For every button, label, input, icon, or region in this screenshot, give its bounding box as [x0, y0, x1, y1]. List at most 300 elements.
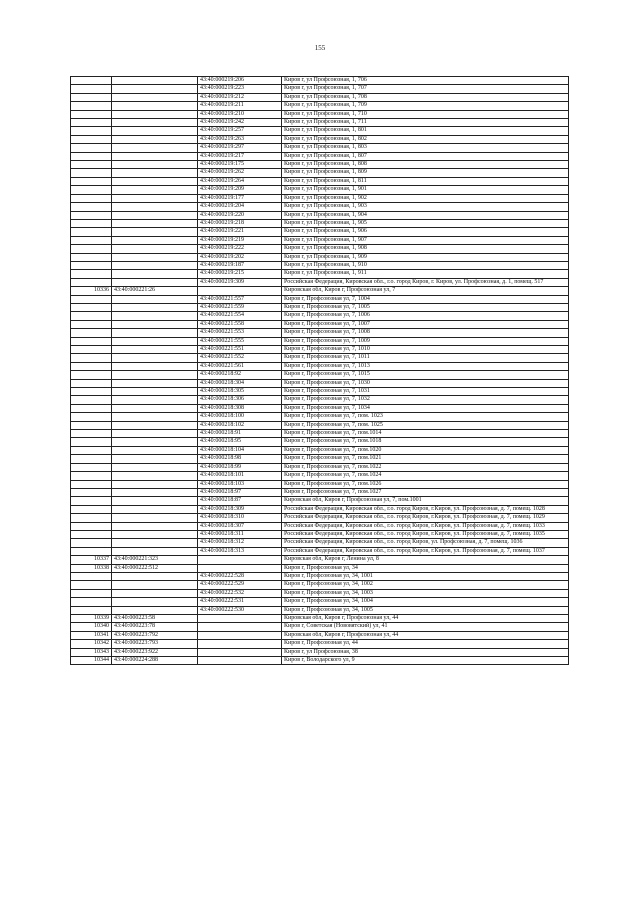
main-cadastral-number-cell — [112, 236, 198, 244]
row-number-cell: 10342 — [71, 640, 112, 648]
sub-cadastral-number-cell: 43:40:000218:101 — [198, 472, 282, 480]
sub-cadastral-number-cell: 43:40:000219:257 — [198, 127, 282, 135]
sub-cadastral-number-cell — [198, 631, 282, 639]
main-cadastral-number-cell: 43:40:000223:58 — [112, 615, 198, 623]
table-row — [71, 295, 569, 303]
sub-cadastral-number-cell: 43:40:000218:304 — [198, 379, 282, 387]
main-cadastral-number-cell — [112, 152, 198, 160]
sub-cadastral-number-cell: 43:40:000219:177 — [198, 194, 282, 202]
main-cadastral-number-cell — [112, 539, 198, 547]
row-number-cell — [71, 505, 112, 513]
address-cell: Киров г, Профсоюзная ул, 7, 1031 — [282, 388, 569, 396]
main-cadastral-number-cell — [112, 177, 198, 185]
main-cadastral-number-cell: 43:40:000223:78 — [112, 623, 198, 631]
table-row — [71, 261, 569, 269]
table-body — [71, 77, 569, 665]
sub-cadastral-number-cell: 43:40:000219:204 — [198, 203, 282, 211]
table-row — [71, 312, 569, 320]
sub-cadastral-number-cell: 43:40:000222:528 — [198, 572, 282, 580]
main-cadastral-number-cell — [112, 463, 198, 471]
main-cadastral-number-cell — [112, 472, 198, 480]
main-cadastral-number-cell — [112, 219, 198, 227]
table-row — [71, 598, 569, 606]
sub-cadastral-number-cell: 43:40:000221:561 — [198, 362, 282, 370]
table-row — [71, 631, 569, 639]
sub-cadastral-number-cell: 43:40:000219:215 — [198, 270, 282, 278]
table-row — [71, 581, 569, 589]
table-row — [71, 93, 569, 101]
row-number-cell — [71, 354, 112, 362]
address-cell: Киров г, ул Профсоюзная, 1, 910 — [282, 261, 569, 269]
table-row — [71, 430, 569, 438]
sub-cadastral-number-cell: 43:40:000221:553 — [198, 329, 282, 337]
address-cell: Киров г, ул Профсоюзная, 1, 905 — [282, 219, 569, 227]
sub-cadastral-number-cell: 43:40:000218:313 — [198, 547, 282, 555]
main-cadastral-number-cell: 43:40:000223:922 — [112, 648, 198, 656]
sub-cadastral-number-cell: 43:40:000219:209 — [198, 186, 282, 194]
table-row — [71, 522, 569, 530]
address-cell: Киров г, ул Профсоюзная, 1, 902 — [282, 194, 569, 202]
sub-cadastral-number-cell: 43:40:000218:306 — [198, 396, 282, 404]
main-cadastral-number-cell — [112, 228, 198, 236]
address-cell: Киров г, Профсоюзная ул, 34, 1003 — [282, 589, 569, 597]
table-row — [71, 379, 569, 387]
address-cell: Киров г, Профсоюзная ул, 7, 1011 — [282, 354, 569, 362]
table-row — [71, 77, 569, 85]
main-cadastral-number-cell — [112, 505, 198, 513]
address-cell: Киров г, Профсоюзная ул, 7, 1004 — [282, 295, 569, 303]
main-cadastral-number-cell — [112, 127, 198, 135]
table-row — [71, 186, 569, 194]
main-cadastral-number-cell — [112, 93, 198, 101]
main-cadastral-number-cell — [112, 396, 198, 404]
sub-cadastral-number-cell — [198, 648, 282, 656]
main-cadastral-number-cell — [112, 337, 198, 345]
address-cell: Киров г, ул Профсоюзная, 1, 906 — [282, 228, 569, 236]
main-cadastral-number-cell: 43:40:000221:26 — [112, 287, 198, 295]
row-number-cell — [71, 488, 112, 496]
table-row — [71, 505, 569, 513]
table-row — [71, 203, 569, 211]
sub-cadastral-number-cell: 43:40:000221:559 — [198, 303, 282, 311]
address-cell: Киров г, Профсоюзная ул, 7, 1030 — [282, 379, 569, 387]
table-row — [71, 539, 569, 547]
table-row — [71, 127, 569, 135]
row-number-cell — [71, 606, 112, 614]
row-number-cell — [71, 480, 112, 488]
table-row — [71, 253, 569, 261]
main-cadastral-number-cell — [112, 169, 198, 177]
sub-cadastral-number-cell: 43:40:000219:263 — [198, 135, 282, 143]
table-row — [71, 177, 569, 185]
address-cell: Российская Федерация, Кировская обл., г.о. город Киров, г.Киров, ул. Профсоюзная, д. 7, помещ. 1037 — [282, 547, 569, 555]
main-cadastral-number-cell — [112, 144, 198, 152]
main-cadastral-number-cell — [112, 119, 198, 127]
address-cell: Киров г, ул Профсоюзная, 1, 711 — [282, 119, 569, 127]
table-row — [71, 219, 569, 227]
sub-cadastral-number-cell: 43:40:000218:97 — [198, 488, 282, 496]
sub-cadastral-number-cell — [198, 657, 282, 665]
main-cadastral-number-cell — [112, 404, 198, 412]
row-number-cell — [71, 472, 112, 480]
row-number-cell — [71, 539, 112, 547]
main-cadastral-number-cell: 43:40:000222:512 — [112, 564, 198, 572]
row-number-cell — [71, 152, 112, 160]
table-row — [71, 85, 569, 93]
sub-cadastral-number-cell: 43:40:000218:98 — [198, 455, 282, 463]
address-cell: Киров г, ул Профсоюзная, 1, 709 — [282, 102, 569, 110]
row-number-cell — [71, 295, 112, 303]
main-cadastral-number-cell: 43:40:000223:792 — [112, 631, 198, 639]
row-number-cell — [71, 278, 112, 286]
address-cell: Киров г, ул Профсоюзная, 1, 802 — [282, 135, 569, 143]
row-number-cell — [71, 110, 112, 118]
main-cadastral-number-cell — [112, 270, 198, 278]
sub-cadastral-number-cell: 43:40:000218:91 — [198, 430, 282, 438]
table-row — [71, 245, 569, 253]
table-row — [71, 371, 569, 379]
row-number-cell — [71, 211, 112, 219]
address-cell: Киров г, ул Профсоюзная, 38 — [282, 648, 569, 656]
main-cadastral-number-cell — [112, 278, 198, 286]
main-cadastral-number-cell — [112, 303, 198, 311]
table-row — [71, 589, 569, 597]
row-number-cell — [71, 261, 112, 269]
table-row — [71, 572, 569, 580]
main-cadastral-number-cell — [112, 253, 198, 261]
table-row — [71, 346, 569, 354]
address-cell: Киров г, Профсоюзная ул, 7, пом.1018 — [282, 438, 569, 446]
main-cadastral-number-cell: 43:40:000221:323 — [112, 556, 198, 564]
row-number-cell — [71, 438, 112, 446]
sub-cadastral-number-cell: 43:40:000218:92 — [198, 371, 282, 379]
table-row — [71, 438, 569, 446]
table-row — [71, 354, 569, 362]
address-cell: Киров г, ул Профсоюзная, 1, 706 — [282, 77, 569, 85]
row-number-cell: 10341 — [71, 631, 112, 639]
address-cell: Российская Федерация, Кировская обл., г.о. город Киров, г.Киров, ул. Профсоюзная, д. 7, помещ. 1033 — [282, 522, 569, 530]
sub-cadastral-number-cell: 43:40:000219:211 — [198, 102, 282, 110]
table-row — [71, 623, 569, 631]
row-number-cell — [71, 186, 112, 194]
address-cell: Кировская обл, Киров г, Профсоюзная ул, 7 — [282, 287, 569, 295]
table-row — [71, 169, 569, 177]
main-cadastral-number-cell: 43:40:000224:288 — [112, 657, 198, 665]
table-row — [71, 547, 569, 555]
sub-cadastral-number-cell: 43:40:000222:532 — [198, 589, 282, 597]
address-cell: Киров г, ул Профсоюзная, 1, 801 — [282, 127, 569, 135]
address-cell: Российская Федерация, Кировская обл., г.о. город Киров, ул. Профсоюзная, д. 7, помещ. 1036 — [282, 539, 569, 547]
sub-cadastral-number-cell — [198, 287, 282, 295]
address-cell: Киров г, Профсоюзная ул, 7, 1005 — [282, 303, 569, 311]
sub-cadastral-number-cell: 43:40:000219:220 — [198, 211, 282, 219]
table-row — [71, 236, 569, 244]
table-row — [71, 287, 569, 295]
table-row — [71, 421, 569, 429]
address-cell: Кировская обл, Киров г, Профсоюзная ул, 44 — [282, 615, 569, 623]
address-cell: Киров г, ул Профсоюзная, 1, 911 — [282, 270, 569, 278]
sub-cadastral-number-cell: 43:40:000218:102 — [198, 421, 282, 429]
table-row — [71, 514, 569, 522]
main-cadastral-number-cell — [112, 346, 198, 354]
sub-cadastral-number-cell: 43:40:000221:555 — [198, 337, 282, 345]
main-cadastral-number-cell — [112, 530, 198, 538]
table-row — [71, 455, 569, 463]
table-row — [71, 211, 569, 219]
address-cell: Киров г, ул Профсоюзная, 1, 811 — [282, 177, 569, 185]
sub-cadastral-number-cell: 43:40:000221:558 — [198, 320, 282, 328]
main-cadastral-number-cell — [112, 589, 198, 597]
address-cell: Киров г, ул Профсоюзная, 1, 909 — [282, 253, 569, 261]
sub-cadastral-number-cell: 43:40:000219:223 — [198, 85, 282, 93]
page-number: 155 — [314, 44, 326, 52]
main-cadastral-number-cell — [112, 455, 198, 463]
row-number-cell: 10338 — [71, 564, 112, 572]
main-cadastral-number-cell — [112, 446, 198, 454]
address-cell: Киров г, Профсоюзная ул, 34, 1002 — [282, 581, 569, 589]
sub-cadastral-number-cell: 43:40:000218:310 — [198, 514, 282, 522]
main-cadastral-number-cell — [112, 572, 198, 580]
address-cell: Кировская обл, Киров г, Ленина ул, 8 — [282, 556, 569, 564]
table-row — [71, 657, 569, 665]
main-cadastral-number-cell — [112, 488, 198, 496]
row-number-cell — [71, 177, 112, 185]
main-cadastral-number-cell — [112, 312, 198, 320]
main-cadastral-number-cell — [112, 211, 198, 219]
main-cadastral-number-cell — [112, 438, 198, 446]
address-cell: Киров г, ул Профсоюзная, 1, 903 — [282, 203, 569, 211]
row-number-cell: 10337 — [71, 556, 112, 564]
row-number-cell: 10343 — [71, 648, 112, 656]
row-number-cell — [71, 194, 112, 202]
table-row — [71, 615, 569, 623]
table-row — [71, 480, 569, 488]
sub-cadastral-number-cell: 43:40:000221:557 — [198, 295, 282, 303]
table-row — [71, 161, 569, 169]
sub-cadastral-number-cell: 43:40:000219:222 — [198, 245, 282, 253]
row-number-cell — [71, 270, 112, 278]
row-number-cell — [71, 102, 112, 110]
address-cell: Киров г, ул Профсоюзная, 1, 904 — [282, 211, 569, 219]
address-cell: Киров г, Профсоюзная ул, 7, пом.1014 — [282, 430, 569, 438]
sub-cadastral-number-cell: 43:40:000219:212 — [198, 93, 282, 101]
main-cadastral-number-cell — [112, 480, 198, 488]
row-number-cell — [71, 127, 112, 135]
sub-cadastral-number-cell: 43:40:000218:95 — [198, 438, 282, 446]
address-cell: Киров г, ул Профсоюзная, 1, 907 — [282, 236, 569, 244]
sub-cadastral-number-cell: 43:40:000222:530 — [198, 606, 282, 614]
address-cell: Киров г, Профсоюзная ул, 34, 1004 — [282, 598, 569, 606]
main-cadastral-number-cell — [112, 110, 198, 118]
row-number-cell — [71, 236, 112, 244]
address-cell: Киров г, Профсоюзная ул, 7, 1015 — [282, 371, 569, 379]
sub-cadastral-number-cell: 43:40:000219:262 — [198, 169, 282, 177]
main-cadastral-number-cell — [112, 413, 198, 421]
sub-cadastral-number-cell: 43:40:000219:219 — [198, 236, 282, 244]
address-cell: Киров г, Профсоюзная ул, 7, 1013 — [282, 362, 569, 370]
sub-cadastral-number-cell: 43:40:000221:552 — [198, 354, 282, 362]
row-number-cell — [71, 312, 112, 320]
address-cell: Киров г, ул Профсоюзная, 1, 809 — [282, 169, 569, 177]
row-number-cell — [71, 93, 112, 101]
row-number-cell — [71, 135, 112, 143]
address-cell: Киров г, Профсоюзная ул, 34, 1001 — [282, 572, 569, 580]
main-cadastral-number-cell — [112, 329, 198, 337]
address-cell: Киров г, Профсоюзная ул, 7, пом. 1025 — [282, 421, 569, 429]
sub-cadastral-number-cell: 43:40:000219:242 — [198, 119, 282, 127]
main-cadastral-number-cell — [112, 203, 198, 211]
main-cadastral-number-cell — [112, 77, 198, 85]
address-cell: Киров г, ул Профсоюзная, 1, 807 — [282, 152, 569, 160]
sub-cadastral-number-cell: 43:40:000219:264 — [198, 177, 282, 185]
row-number-cell: 10344 — [71, 657, 112, 665]
row-number-cell — [71, 203, 112, 211]
row-number-cell — [71, 85, 112, 93]
table-row — [71, 404, 569, 412]
sub-cadastral-number-cell: 43:40:000218:87 — [198, 497, 282, 505]
main-cadastral-number-cell — [112, 379, 198, 387]
sub-cadastral-number-cell: 43:40:000218:104 — [198, 446, 282, 454]
row-number-cell — [71, 413, 112, 421]
table-row — [71, 278, 569, 286]
row-number-cell — [71, 455, 112, 463]
table-row — [71, 102, 569, 110]
main-cadastral-number-cell — [112, 135, 198, 143]
main-cadastral-number-cell — [112, 371, 198, 379]
row-number-cell — [71, 329, 112, 337]
row-number-cell — [71, 463, 112, 471]
main-cadastral-number-cell — [112, 497, 198, 505]
row-number-cell — [71, 388, 112, 396]
row-number-cell — [71, 421, 112, 429]
address-cell: Киров г, ул Профсоюзная, 1, 908 — [282, 245, 569, 253]
table-row — [71, 446, 569, 454]
table-row — [71, 488, 569, 496]
row-number-cell — [71, 346, 112, 354]
row-number-cell — [71, 404, 112, 412]
row-number-cell — [71, 547, 112, 555]
sub-cadastral-number-cell: 43:40:000219:218 — [198, 219, 282, 227]
sub-cadastral-number-cell — [198, 640, 282, 648]
main-cadastral-number-cell — [112, 430, 198, 438]
table-row — [71, 144, 569, 152]
sub-cadastral-number-cell — [198, 556, 282, 564]
table-row — [71, 530, 569, 538]
main-cadastral-number-cell — [112, 186, 198, 194]
sub-cadastral-number-cell: 43:40:000219:175 — [198, 161, 282, 169]
table-row — [71, 463, 569, 471]
property-registry-table — [70, 76, 569, 665]
address-cell: Киров г, Профсоюзная ул, 34 — [282, 564, 569, 572]
sub-cadastral-number-cell: 43:40:000221:554 — [198, 312, 282, 320]
row-number-cell — [71, 514, 112, 522]
main-cadastral-number-cell — [112, 514, 198, 522]
row-number-cell — [71, 303, 112, 311]
address-cell: Киров г, Профсоюзная ул, 7, пом.1020 — [282, 446, 569, 454]
main-cadastral-number-cell — [112, 354, 198, 362]
address-cell: Российская Федерация, Кировская обл., г.о. город Киров, г.Киров, ул. Профсоюзная, д. 7, помещ. 1028 — [282, 505, 569, 513]
address-cell: Киров г, Профсоюзная ул, 7, 1034 — [282, 404, 569, 412]
table-row — [71, 303, 569, 311]
address-cell: Киров г, Профсоюзная ул, 34, 1005 — [282, 606, 569, 614]
address-cell: Киров г, ул Профсоюзная, 1, 803 — [282, 144, 569, 152]
row-number-cell — [71, 572, 112, 580]
address-cell: Кировская обл, Киров г, Профсоюзная ул, 44 — [282, 631, 569, 639]
main-cadastral-number-cell — [112, 388, 198, 396]
table-row — [71, 396, 569, 404]
address-cell: Российская Федерация, Кировская обл., г.о. город Киров, г.Киров, ул. Профсоюзная, д. 7, помещ. 1029 — [282, 514, 569, 522]
sub-cadastral-number-cell: 43:40:000219:217 — [198, 152, 282, 160]
address-cell: Киров г, ул Профсоюзная, 1, 808 — [282, 161, 569, 169]
row-number-cell: 10340 — [71, 623, 112, 631]
main-cadastral-number-cell — [112, 581, 198, 589]
row-number-cell: 10339 — [71, 615, 112, 623]
sub-cadastral-number-cell: 43:40:000218:103 — [198, 480, 282, 488]
sub-cadastral-number-cell: 43:40:000219:309 — [198, 278, 282, 286]
address-cell: Киров г, Володарского ул, 9 — [282, 657, 569, 665]
main-cadastral-number-cell — [112, 547, 198, 555]
sub-cadastral-number-cell: 43:40:000218:100 — [198, 413, 282, 421]
table-row — [71, 228, 569, 236]
row-number-cell — [71, 144, 112, 152]
sub-cadastral-number-cell — [198, 564, 282, 572]
table-row — [71, 564, 569, 572]
sub-cadastral-number-cell — [198, 615, 282, 623]
table-row — [71, 270, 569, 278]
sub-cadastral-number-cell: 43:40:000218:309 — [198, 505, 282, 513]
row-number-cell — [71, 430, 112, 438]
sub-cadastral-number-cell: 43:40:000218:312 — [198, 539, 282, 547]
sub-cadastral-number-cell: 43:40:000219:202 — [198, 253, 282, 261]
table-row — [71, 413, 569, 421]
table-row — [71, 556, 569, 564]
address-cell: Киров г, Советская (Нововятский) ул, 41 — [282, 623, 569, 631]
address-cell: Киров г, Профсоюзная ул, 7, пом. 1023 — [282, 413, 569, 421]
row-number-cell — [71, 169, 112, 177]
table-row — [71, 337, 569, 345]
address-cell: Киров г, ул Профсоюзная, 1, 901 — [282, 186, 569, 194]
address-cell: Киров г, Профсоюзная ул, 7, пом.1021 — [282, 455, 569, 463]
table-row — [71, 329, 569, 337]
sub-cadastral-number-cell — [198, 623, 282, 631]
row-number-cell — [71, 598, 112, 606]
address-cell: Российская Федерация, Кировская обл., г.о. город Киров, г. Киров, ул. Профсоюзная, д. 1, помещ. 517 — [282, 278, 569, 286]
table-row — [71, 152, 569, 160]
address-cell: Киров г, ул Профсоюзная, 1, 710 — [282, 110, 569, 118]
table-row — [71, 497, 569, 505]
row-number-cell — [71, 245, 112, 253]
table-row — [71, 362, 569, 370]
address-cell: Киров г, Профсоюзная ул, 7, 1008 — [282, 329, 569, 337]
sub-cadastral-number-cell: 43:40:000218:99 — [198, 463, 282, 471]
row-number-cell — [71, 396, 112, 404]
address-cell: Кировская обл, Киров г, Профсоюзная ул, 7, пом.1001 — [282, 497, 569, 505]
address-cell: Киров г, ул Профсоюзная, 1, 708 — [282, 93, 569, 101]
row-number-cell — [71, 446, 112, 454]
sub-cadastral-number-cell: 43:40:000219:221 — [198, 228, 282, 236]
row-number-cell — [71, 581, 112, 589]
table-row — [71, 110, 569, 118]
sub-cadastral-number-cell: 43:40:000218:305 — [198, 388, 282, 396]
main-cadastral-number-cell — [112, 261, 198, 269]
row-number-cell — [71, 219, 112, 227]
address-cell: Киров г, ул Профсоюзная, 1, 707 — [282, 85, 569, 93]
sub-cadastral-number-cell: 43:40:000221:551 — [198, 346, 282, 354]
sub-cadastral-number-cell: 43:40:000219:210 — [198, 110, 282, 118]
address-cell: Киров г, Профсоюзная ул, 44 — [282, 640, 569, 648]
main-cadastral-number-cell — [112, 245, 198, 253]
address-cell: Киров г, Профсоюзная ул, 7, пом.1027 — [282, 488, 569, 496]
